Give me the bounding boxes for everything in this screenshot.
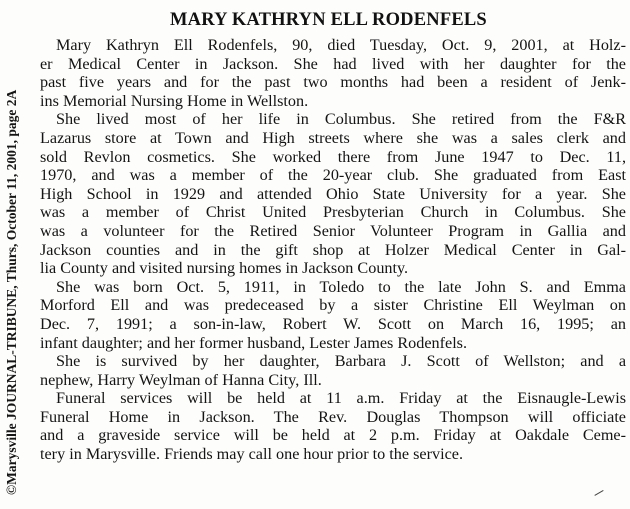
- source-caption: ©Marysville JOURNAL-TRIBUNE, Thurs, October 11, 2001, page 2A: [4, 89, 19, 495]
- text-line: past five years and for the past two months had been a resident of Jenk-: [40, 73, 626, 92]
- text-line: Jackson counties and in the gift shop at Holzer Medical Center in Gal-: [40, 240, 626, 259]
- text-line: She was born Oct. 5, 1911, in Toledo to the late John S. and Emma: [56, 277, 626, 296]
- pen-mark: [590, 483, 603, 496]
- text-line: tery in Marysville. Friends may call one hour prior to the service.: [40, 445, 464, 464]
- text-line: infant daughter; and her former husband, Lester James Rodenfels.: [40, 333, 468, 352]
- text-line: was a volunteer for the Retired Senior Volunteer Program in Gallia and: [40, 221, 626, 240]
- text-line: Lazarus store at Town and High streets where she was a sales clerk and: [40, 128, 626, 147]
- text-line: lia County and visited nursing homes in Jackson County.: [40, 259, 409, 278]
- text-line: ins Memorial Nursing Home in Wellston.: [40, 91, 309, 110]
- text-line: She is survived by her daughter, Barbara J. Scott of Wellston; and a: [56, 352, 626, 371]
- text-line: Dec. 7, 1991; a son-in-law, Robert W. Scott on March 16, 1995; an: [40, 314, 626, 333]
- text-line: Funeral Home in Jackson. The Rev. Douglas Thompson will officiate: [40, 407, 626, 426]
- text-line: High School in 1929 and attended Ohio State University for a year. She: [40, 184, 626, 203]
- text-line: She lived most of her life in Columbus. She retired from the F&R: [56, 110, 626, 129]
- text-line: sold Revlon cosmetics. She worked there from June 1947 to Dec. 11,: [40, 147, 626, 166]
- text-line: Morford Ell and was predeceased by a sister Christine Ell Weylman on: [40, 296, 626, 315]
- text-line: Funeral services will be held at 11 a.m. Friday at the Eisnaugle-Lewis: [56, 389, 626, 408]
- text-line: was a member of Christ United Presbyterian Church in Columbus. She: [40, 203, 626, 222]
- text-line: Mary Kathryn Ell Rodenfels, 90, died Tuesday, Oct. 9, 2001, at Holz-: [56, 36, 626, 54]
- text-line: nephew, Harry Weylman of Hanna City, Ill.: [40, 370, 322, 389]
- obituary-body: [40, 36, 626, 464]
- text-line: er Medical Center in Jackson. She had lived with her daughter for the: [40, 54, 626, 73]
- text-line: 1970, and was a member of the 20-year club. She graduated from East: [40, 166, 626, 185]
- text-line: and a graveside service will be held at 2 p.m. Friday at Oakdale Ceme-: [40, 426, 626, 445]
- obituary-headline: MARY KATHRYN ELL RODENFELS: [170, 10, 487, 30]
